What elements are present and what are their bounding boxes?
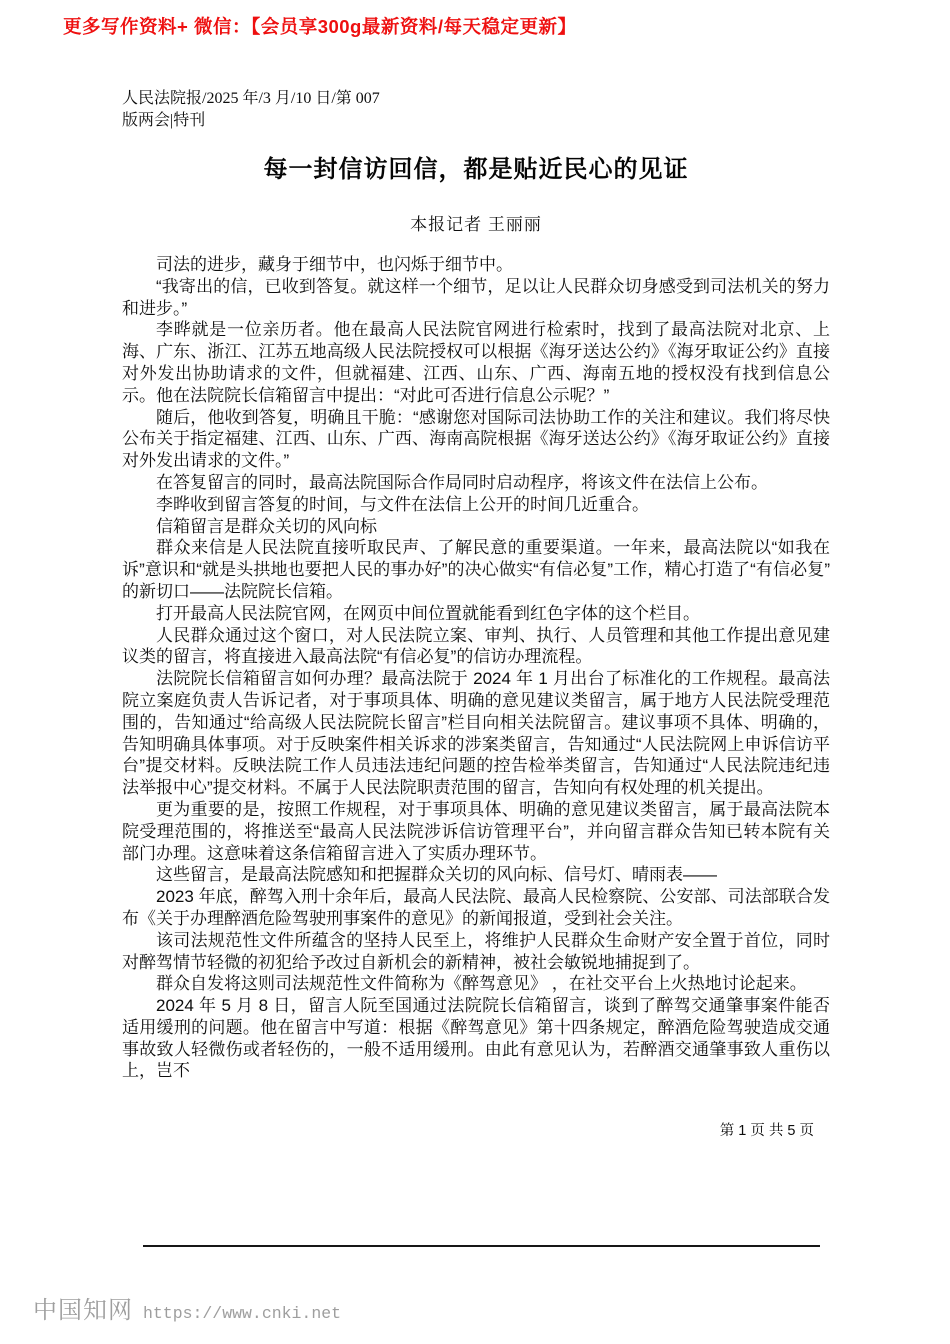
paragraph: 打开最高人民法院官网，在网页中间位置就能看到红色字体的这个栏目。 bbox=[156, 603, 700, 623]
article-body bbox=[122, 254, 830, 1082]
paragraph: 这些留言，是最高法院感知和把握群众关切的风向标、信号灯、晴雨表—— bbox=[156, 865, 717, 885]
publication-info bbox=[122, 88, 830, 132]
paragraph: 2024 年 5 月 8 日，留言人阮至国通过法院院长信箱留言，谈到了醉驾交通肇事案件能否适用缓刑的问题。他在留言中写道：根据《醉驾意见》第十四条规定，醉酒危险驾驶造成交通事故致人轻微伤或者轻伤的，一般不适用缓刑。由此有意见认为，若醉酒交通肇事致人重伤以上，岂不 bbox=[122, 996, 830, 1081]
page-indicator: 第 1 页 共 5 页 bbox=[719, 1123, 814, 1139]
promo-banner-text: 更多写作资料+ 微信：【会员享300g最新资料/每天稳定更新】 bbox=[63, 16, 577, 37]
article-title: 每一封信访回信，都是贴近民心的见证 bbox=[263, 156, 689, 183]
article-byline: 本报记者 王丽丽 bbox=[410, 215, 542, 234]
paragraph: 在答复留言的同时，最高法院国际合作局同时启动程序，将该文件在法信上公布。 bbox=[156, 472, 768, 492]
paragraph: 人民群众通过这个窗口，对人民法院立案、审判、执行、人员管理和其他工作提出意见建议类的留言，将直接进入最高法院“有信必复”的信访办理流程。 bbox=[122, 625, 830, 667]
publication-edition-line: 版两会|特刊 bbox=[122, 112, 206, 129]
footer-divider bbox=[143, 1245, 820, 1247]
paragraph: 随后，他收到答复，明确且干脆：“感谢您对国际司法协助工作的关注和建议。我们将尽快公布关于指定福建、江西、山东、广西、海南高院根据《海牙送达公约》《海牙取证公约》直接对外发出请求的文件。” bbox=[122, 407, 830, 471]
paragraph: “我寄出的信，已收到答复。就这样一个细节，足以让人民群众切身感受到司法机关的努力和进步。” bbox=[122, 276, 830, 318]
paragraph: 2023 年底，醉驾入刑十余年后，最高人民法院、最高人民检察院、公安部、司法部联合发布《关于办理醉酒危险驾驶刑事案件的意见》的新闻报道，受到社会关注。 bbox=[122, 887, 830, 928]
paragraph: 群众自发将这则司法规范性文件简称为《醉驾意见》 ，在社交平台上火热地讨论起来。 bbox=[156, 974, 807, 994]
cnki-url: https://www.cnki.net bbox=[143, 1304, 342, 1323]
paragraph: 更为重要的是，按照工作规程，对于事项具体、明确的意见建议类留言，属于最高法院本院受理范围的，将推送至“最高人民法院涉诉信访管理平台”，并向留言群众告知已转本院有关部门办理。这意味着这条信箱留言进入了实质办理环节。 bbox=[122, 799, 830, 863]
paragraph: 李晔收到留言答复的时间，与文件在法信上公开的时间几近重合。 bbox=[156, 494, 649, 514]
paragraph: 群众来信是人民法院直接听取民声、了解民意的重要渠道。一年来，最高法院以“如我在诉”意识和“就是头拱地也要把人民的事办好”的决心做实“有信必复”工作，精心打造了“有信必复”的新切口——法院院长信箱。 bbox=[122, 538, 830, 601]
cnki-logo-text: 中国知网 bbox=[33, 1298, 133, 1324]
paragraph-subheading: 信箱留言是群众关切的风向标 bbox=[156, 516, 377, 536]
paragraph: 法院院长信箱留言如何办理？最高法院于 2024 年 1 月出台了标准化的工作规程。最高法院立案庭负责人告诉记者，对于事项具体、明确的意见建议类留言，属于地方人民法院受理范围的，告知通过“给高级人民法院院长留言”栏目向相关法院留言。建议事项不具体、明确的，告知明确具体事项。对于反映案件相关诉求的涉案类留言，告知通过“人民法院网上申诉信访平台”提交材料。反映法院工作人员违法违纪问题的控告检举类留言，告知通过“人民法院违纪违法举报中心”提交材料。不属于人民法院职责范围的留言，告知向有权处理的机关提出。 bbox=[122, 669, 830, 798]
cnki-watermark bbox=[33, 1290, 341, 1325]
paragraph: 李晔就是一位亲历者。他在最高人民法院官网进行检索时，找到了最高法院对北京、上海、广东、浙江、江苏五地高级人民法院授权可以根据《海牙送达公约》《海牙取证公约》直接对外发出协助请求的文件，但就福建、江西、山东、广西、海南五地的授权没有找到信息公示。他在法院院长信箱留言中提出：“对此可否进行信息公示呢？” bbox=[122, 320, 830, 405]
paragraph: 司法的进步，藏身于细节中，也闪烁于细节中。 bbox=[156, 255, 513, 274]
publication-source-line: 人民法院报/2025 年/3 月/10 日/第 007 bbox=[122, 90, 380, 107]
paragraph: 该司法规范性文件所蕴含的坚持人民至上，将维护人民群众生命财产安全置于首位，同时对醉驾情节轻微的初犯给予改过自新机会的新精神，被社会敏锐地捕捉到了。 bbox=[122, 930, 830, 972]
